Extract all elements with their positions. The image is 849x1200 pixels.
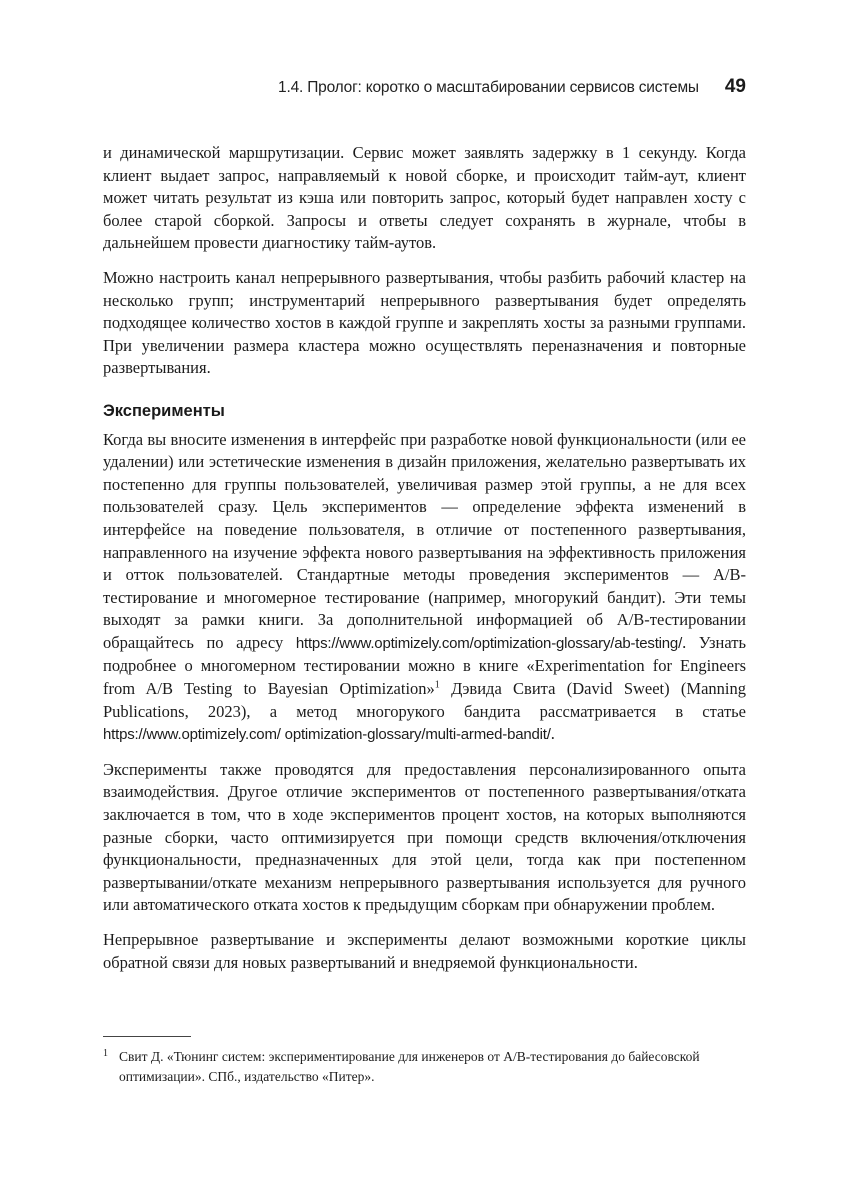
paragraph-5: Непрерывное развертывание и эксперименты делают возможными короткие циклы обратной связи для новых развертываний и внедряемой функциональности. [103,930,746,972]
paragraph-3-text-a: Когда вы вносите изменения в интерфейс при разработке новой функциональности (или ее удалении) или эстетические изменения в дизайн приложения, желательно развертывать их постепенно для группы пользователей, увеличивая размер этой группы, а не для всех пользователей сразу. Цель экспериментов — определение эффекта изменений в интерфейсе на поведение пользователя, в отличие от постепенного развертывания, направленного на изучение эффекта нового развертывания на эффективность приложения и отток пользователей. Стандартные методы проведения экспериментов — A/B-тестирование и многомерное тестирование (например, многорукий бандит). Эти темы выходят за рамки книги. За дополнительной информацией об A/B-тестировании обращайтесь по адресу [103,429,746,652]
paragraph-3 [103,429,746,747]
paragraph-3-text-c: Дэвида Свита (David Sweet) (Manning Publications, 2023), а метод многорукого бандита рассматривается в статье [103,679,746,721]
footnote-reference[interactable]: 1 [434,679,440,691]
footnote-marker: 1 [103,1048,108,1059]
paragraph-2: Можно настроить канал непрерывного развертывания, чтобы разбить рабочий кластер на несколько групп; инструментарий непрерывного развертывания будет определять подходящее количество хостов в каждой группе и закреплять хосты за разными группами. При увеличении размера кластера можно осуществлять переназначения и повторные развертывания. [103,267,746,378]
paragraph-3-text-b: . Узнать подробнее о многомерном тестировании можно в книге «Experimentation for Engineers from A/B Testing to Bayesian Optimization» [103,632,747,699]
footnote-divider [103,1036,191,1037]
footnote [103,1047,746,1086]
multi-armed-bandit-link[interactable]: https://www.optimizely.com/ optimization-glossary/multi-armed-bandit/ [103,726,551,744]
paragraph-3-end: . [550,724,555,744]
ab-testing-link[interactable]: https://www.optimizely.com/optimization-glossary/ab-testing/ [295,634,683,652]
main-text [103,142,746,986]
running-header-title: 1.4. Пролог: коротко о масштабировании сервисов системы [278,79,699,96]
paragraph-4: Эксперименты также проводятся для предоставления персонализированного опыта взаимодействия. Другое отличие экспериментов от постепенного развертывания/отката заключается в том, что в ходе экспериментов процент хостов, на которых выполняются разные сборки, часто оптимизируется при помощи средств включения/отключения функциональности, предназначенных для этой цели, тогда как при постепенном развертывании/откате механизм непрерывного развертывания используется для ручного или автоматического отката хостов к предыдущим сборкам при обнаружении проблем. [103,759,746,915]
page-number: 49 [724,76,746,97]
paragraph-1: и динамической маршрутизации. Сервис может заявлять задержку в 1 секунду. Когда клиент выдает запрос, направляемый к новой сборке, и происходит тайм-аут, клиент может читать результат из кэша или повторить запрос, который будет направлен хосту с более старой сборкой. Запросы и ответы следует сохранять в журнале, чтобы в дальнейшем провести диагностику тайм-аутов. [103,143,746,253]
running-header [103,76,746,98]
footnote-text: Свит Д. «Тюнинг систем: экспериментирование для инженеров от A/B-тестирования до байесовской оптимизации». СПб., издательство «Питер». [119,1049,700,1084]
section-heading-experiments: Эксперименты [103,401,225,420]
